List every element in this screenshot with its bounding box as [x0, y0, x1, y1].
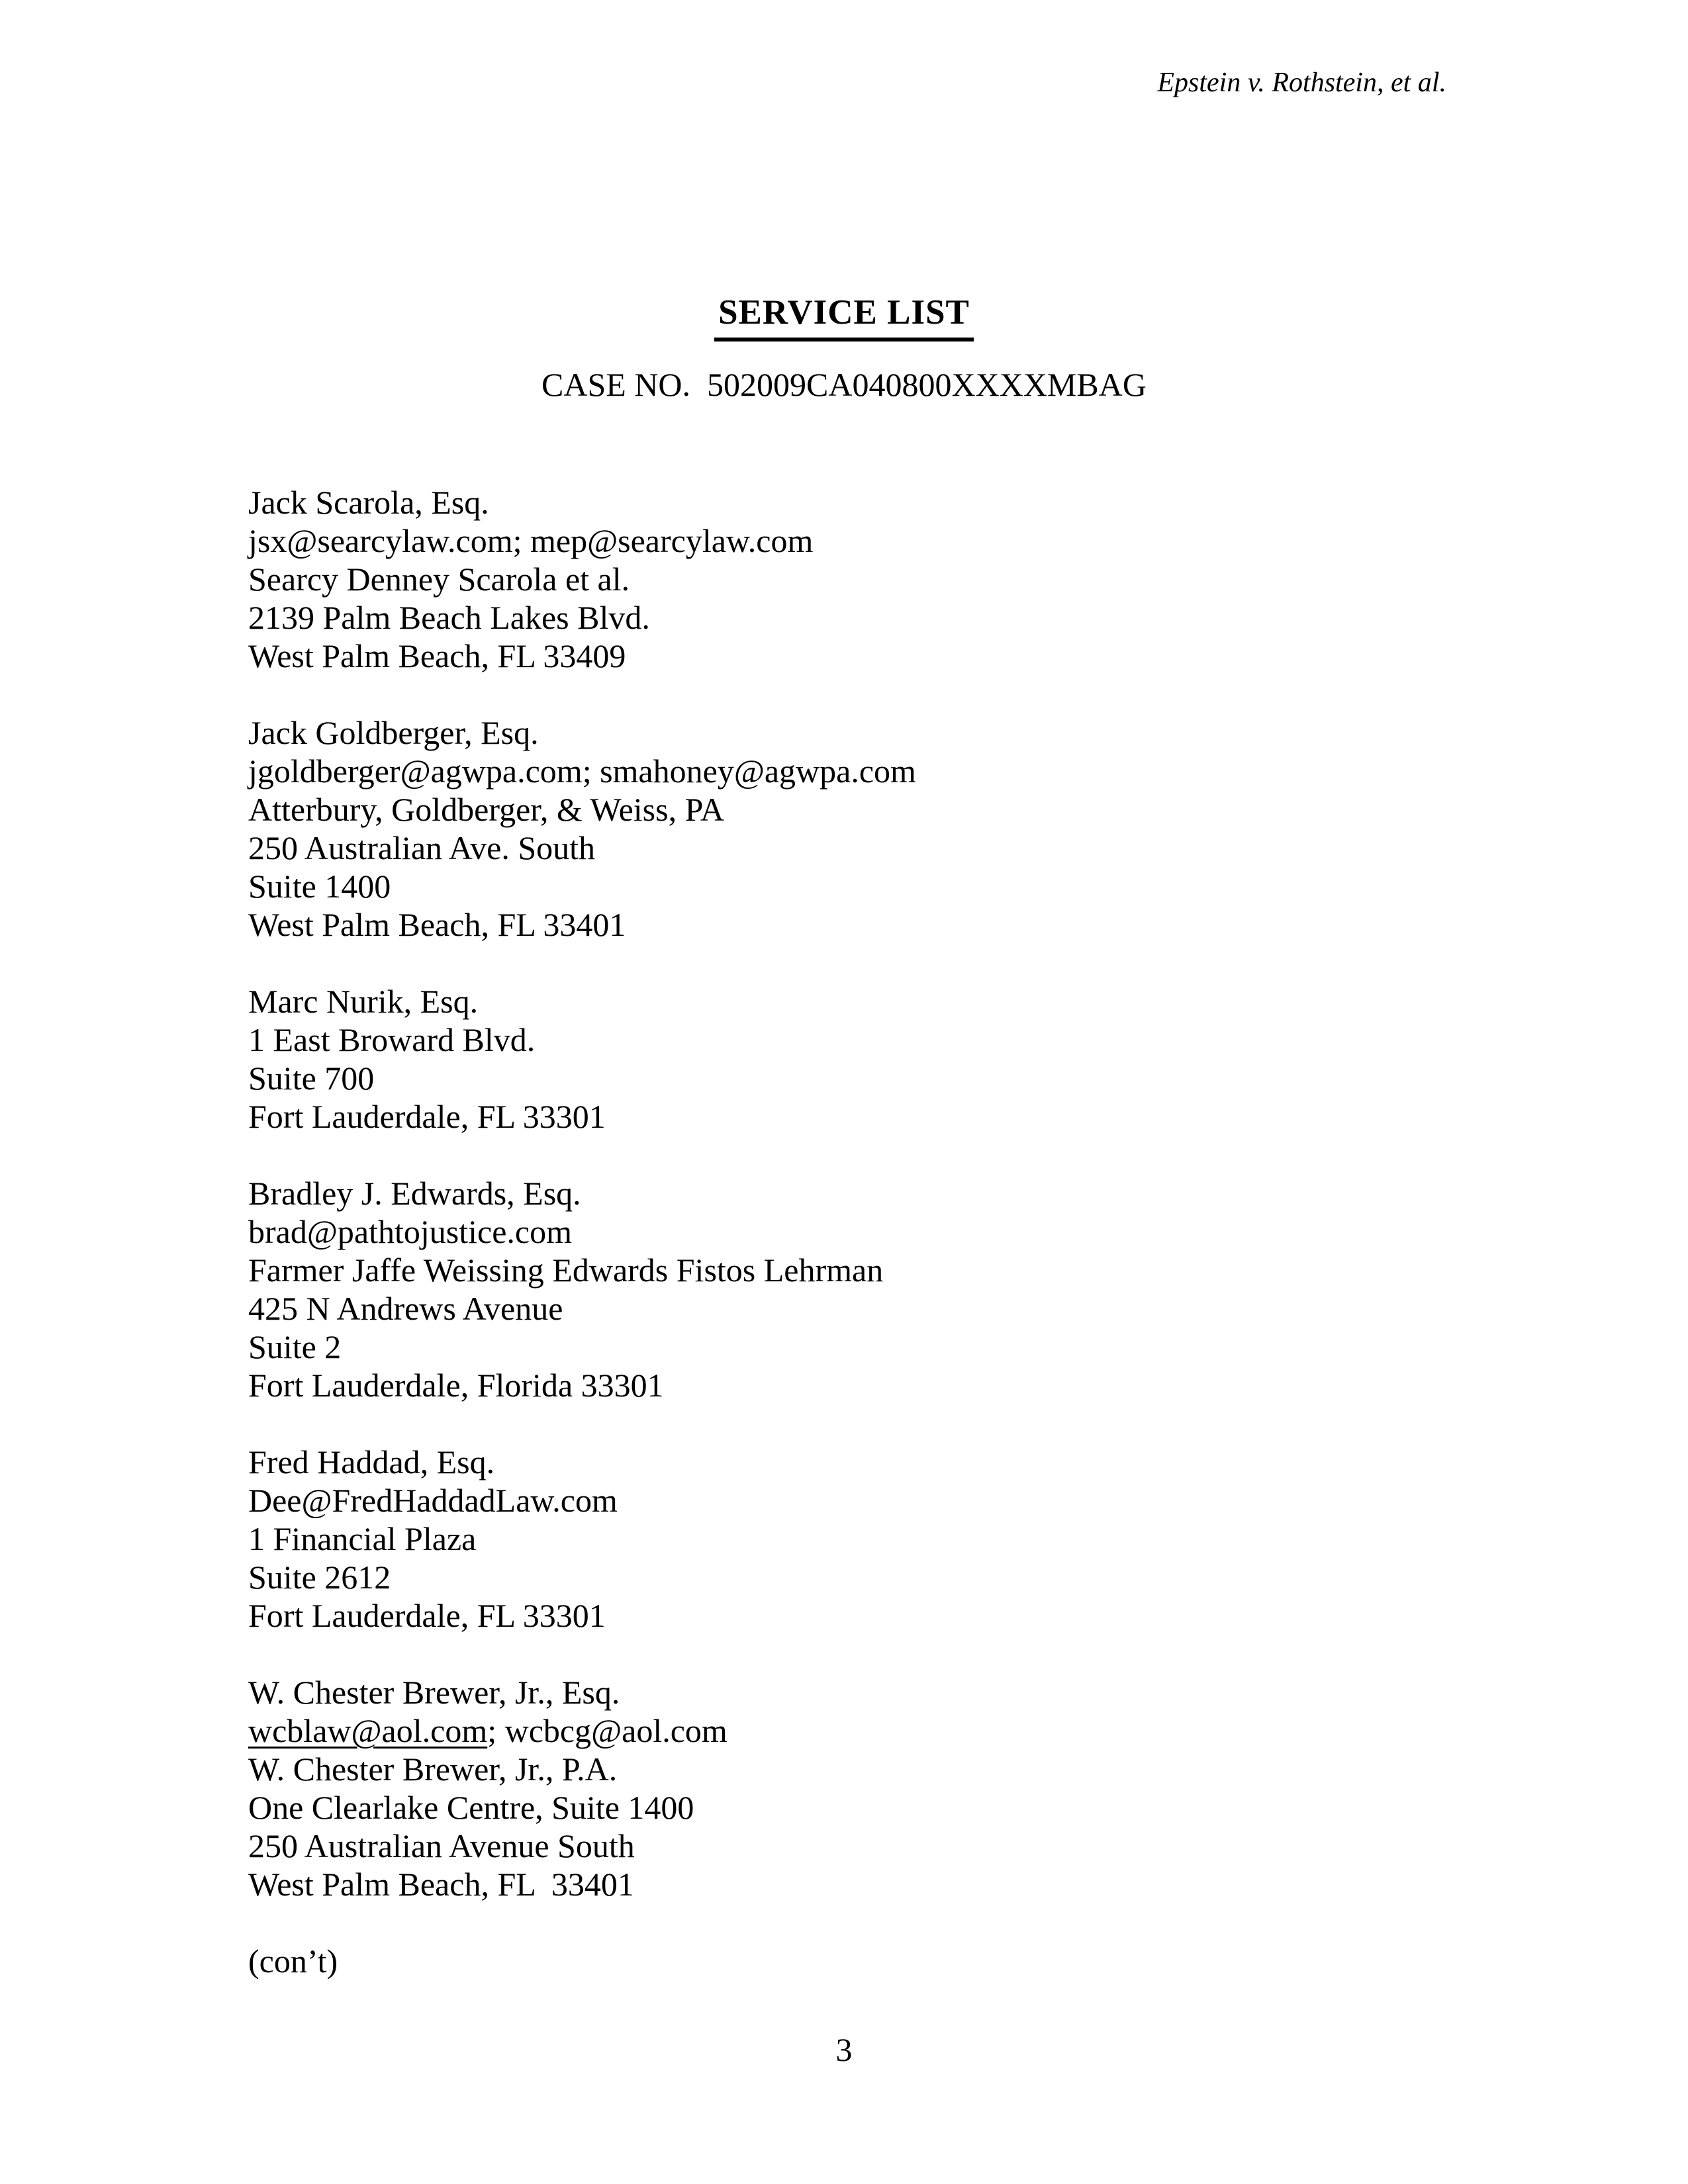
entry-line: 425 N Andrews Avenue — [248, 1290, 563, 1327]
title-row — [0, 293, 1688, 341]
page-title: SERVICE LIST — [714, 293, 974, 341]
entry-line: Fort Lauderdale, Florida 33301 — [248, 1367, 664, 1404]
entry-line: Fred Haddad, Esq. — [248, 1443, 495, 1480]
entry-line: Searcy Denney Scarola et al. — [248, 561, 630, 598]
entry-line: One Clearlake Centre, Suite 1400 — [248, 1789, 694, 1826]
entry-line: 250 Australian Ave. South — [248, 829, 596, 866]
entry-line: West Palm Beach, FL 33409 — [248, 637, 626, 674]
underlined-email: wcblaw@aol.com — [248, 1712, 488, 1749]
entry-line: Marc Nurik, Esq. — [248, 983, 479, 1020]
entry-line: Dee@FredHaddadLaw.com — [248, 1482, 618, 1519]
entry-line: jsx@searcylaw.com; mep@searcylaw.com — [248, 522, 814, 559]
entry-line: Fort Lauderdale, FL 33301 — [248, 1597, 606, 1634]
service-entry-haddad — [248, 1443, 916, 1635]
entry-line: 250 Australian Avenue South — [248, 1827, 635, 1864]
entry-line: Jack Scarola, Esq. — [248, 484, 489, 521]
entry-line: Suite 2 — [248, 1328, 342, 1365]
entry-line: Suite 1400 — [248, 868, 391, 905]
case-number-line: CASE NO. 502009CA040800XXXXMBAG — [541, 366, 1147, 403]
entry-line: West Palm Beach, FL 33401 — [248, 1866, 634, 1903]
entry-line — [248, 1711, 916, 1750]
entry-line: jgoldberger@agwpa.com; smahoney@agwpa.com — [248, 752, 916, 790]
entry-line: 1 Financial Plaza — [248, 1520, 477, 1557]
entry-line: Fort Lauderdale, FL 33301 — [248, 1098, 606, 1135]
entry-line: W. Chester Brewer, Jr., P.A. — [248, 1751, 618, 1788]
entry-line: 1 East Broward Blvd. — [248, 1021, 536, 1058]
email-rest: ; wcbcg@aol.com — [487, 1712, 727, 1749]
entry-line: West Palm Beach, FL 33401 — [248, 906, 626, 943]
service-list — [248, 483, 916, 1980]
entry-line: Bradley J. Edwards, Esq. — [248, 1175, 581, 1212]
entry-line: Farmer Jaffe Weissing Edwards Fistos Lehrman — [248, 1251, 884, 1289]
service-entry-goldberger — [248, 713, 916, 944]
page-number: 3 — [835, 2031, 853, 2068]
entry-line: Suite 2612 — [248, 1559, 391, 1596]
entry-line: brad@pathtojustice.com — [248, 1213, 572, 1250]
service-entry-scarola — [248, 483, 916, 675]
entry-line: Atterbury, Goldberger, & Weiss, PA — [248, 791, 724, 828]
entry-line: W. Chester Brewer, Jr., Esq. — [248, 1674, 620, 1711]
service-entry-nurik — [248, 982, 916, 1136]
entry-line: 2139 Palm Beach Lakes Blvd. — [248, 599, 650, 636]
service-entry-edwards — [248, 1174, 916, 1404]
case-caption: Epstein v. Rothstein, et al. — [1157, 68, 1446, 98]
service-entry-brewer — [248, 1673, 916, 1903]
continuation-note: (con’t) — [248, 1942, 338, 1979]
entry-line: Jack Goldberger, Esq. — [248, 714, 539, 751]
entry-line: Suite 700 — [248, 1060, 375, 1097]
